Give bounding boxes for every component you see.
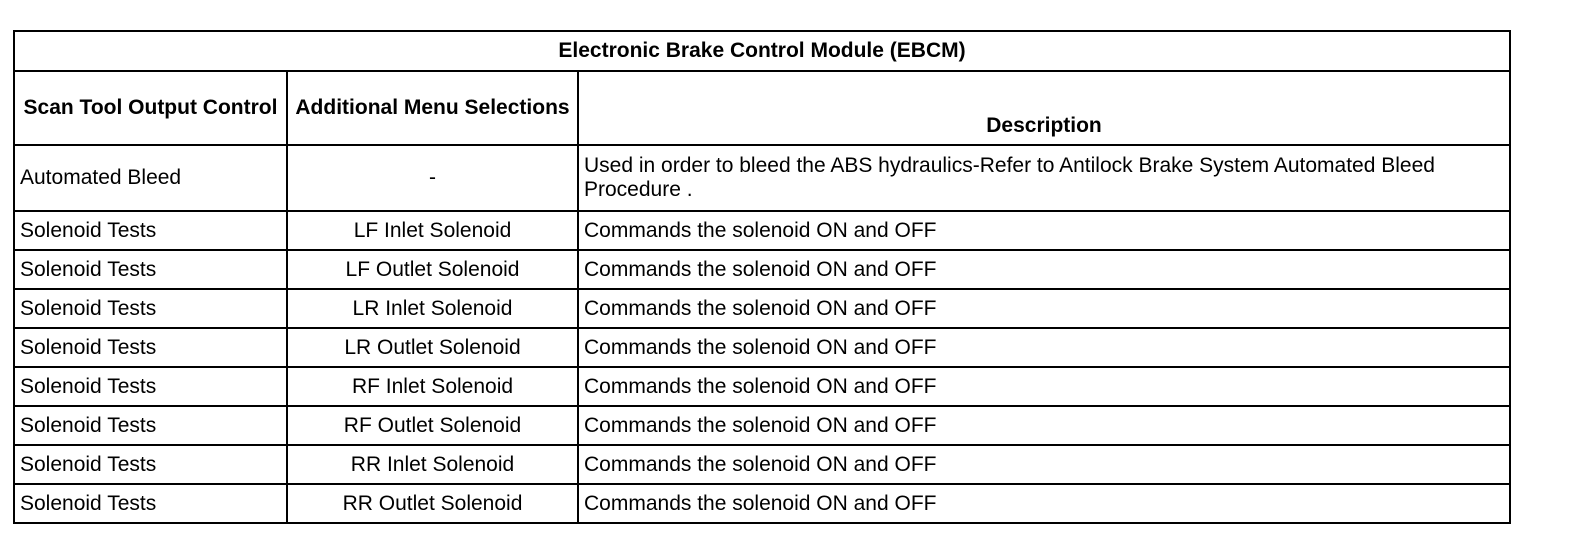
table-title-row [14,31,1510,71]
cell-menu-selection: RR Inlet Solenoid [287,445,578,484]
header-scan-tool-output-control: Scan Tool Output Control [14,71,287,145]
cell-menu-selection: LF Outlet Solenoid [287,250,578,289]
cell-menu-selection: RR Outlet Solenoid [287,484,578,523]
cell-output-control: Solenoid Tests [14,289,287,328]
table-row [14,484,1510,523]
header-description: Description [578,71,1510,145]
cell-description: Commands the solenoid ON and OFF [578,367,1510,406]
cell-menu-selection: RF Inlet Solenoid [287,367,578,406]
cell-output-control: Solenoid Tests [14,211,287,250]
header-additional-menu-selections: Additional Menu Selections [287,71,578,145]
table-title: Electronic Brake Control Module (EBCM) [14,31,1510,71]
cell-description: Commands the solenoid ON and OFF [578,445,1510,484]
cell-description: Commands the solenoid ON and OFF [578,484,1510,523]
cell-menu-selection: LR Inlet Solenoid [287,289,578,328]
ebcm-output-control-table [13,30,1511,524]
table-row [14,328,1510,367]
table-row [14,406,1510,445]
cell-description: Used in order to bleed the ABS hydraulics-Refer to Antilock Brake System Automated Bleed Procedure . [578,145,1510,211]
cell-output-control: Solenoid Tests [14,367,287,406]
table-header-row [14,71,1510,145]
table-row [14,250,1510,289]
table-row [14,445,1510,484]
cell-output-control: Solenoid Tests [14,406,287,445]
table-row [14,145,1510,211]
cell-output-control: Solenoid Tests [14,484,287,523]
cell-output-control: Automated Bleed [14,145,287,211]
cell-menu-selection: - [287,145,578,211]
cell-description: Commands the solenoid ON and OFF [578,289,1510,328]
cell-menu-selection: LR Outlet Solenoid [287,328,578,367]
cell-menu-selection: LF Inlet Solenoid [287,211,578,250]
table-row [14,367,1510,406]
cell-description: Commands the solenoid ON and OFF [578,211,1510,250]
cell-description: Commands the solenoid ON and OFF [578,250,1510,289]
cell-description: Commands the solenoid ON and OFF [578,328,1510,367]
table-row [14,289,1510,328]
cell-output-control: Solenoid Tests [14,328,287,367]
table-row [14,211,1510,250]
cell-menu-selection: RF Outlet Solenoid [287,406,578,445]
cell-description: Commands the solenoid ON and OFF [578,406,1510,445]
cell-output-control: Solenoid Tests [14,250,287,289]
cell-output-control: Solenoid Tests [14,445,287,484]
